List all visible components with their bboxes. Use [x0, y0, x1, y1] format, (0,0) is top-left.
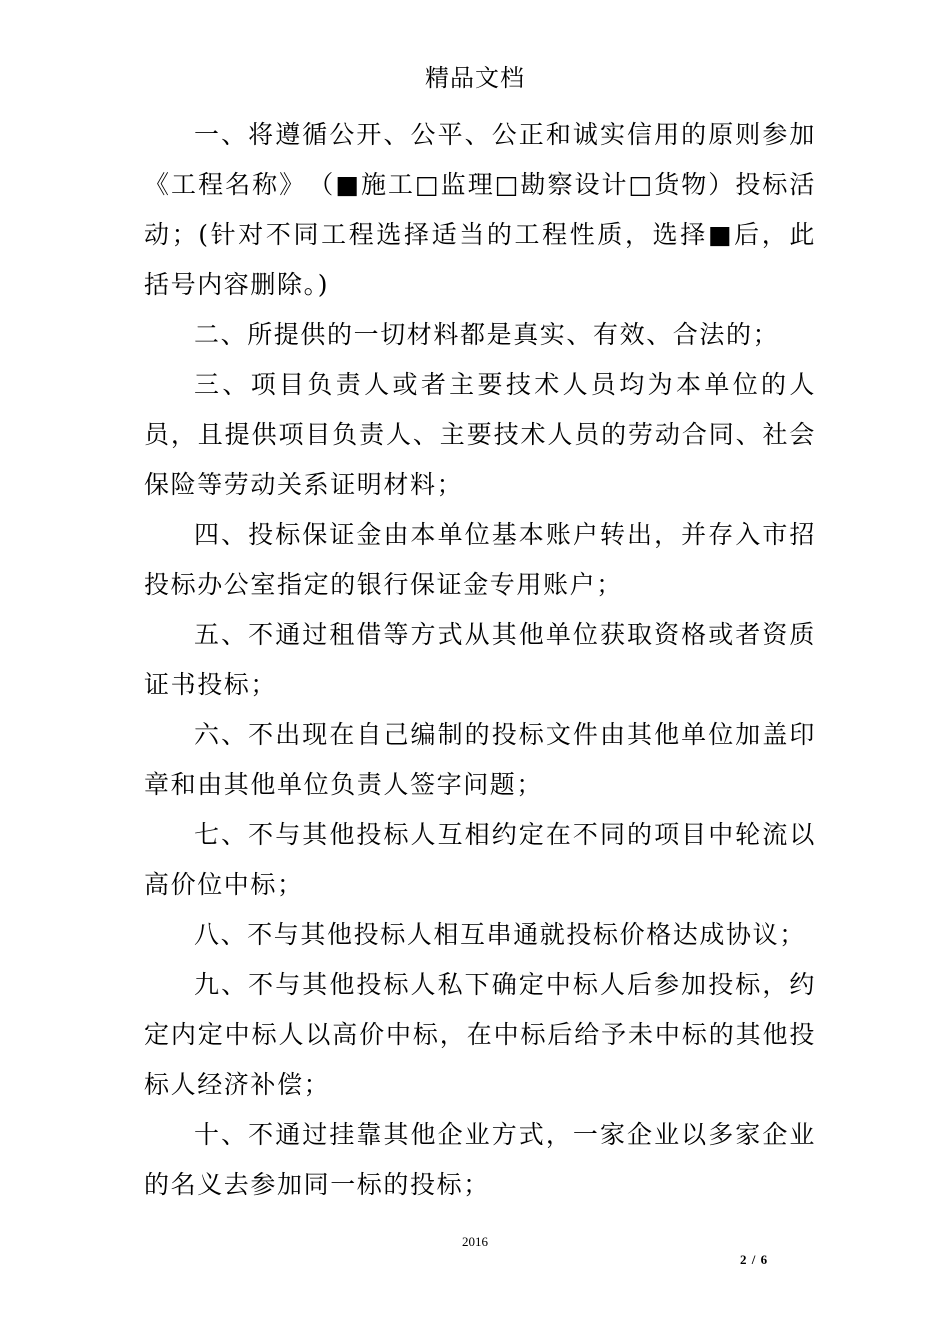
paragraph-clause-2: 二、所提供的一切材料都是真实、有效、合法的； [194, 320, 780, 349]
document-body [144, 110, 816, 1210]
paragraph-clause-3: 三、项目负责人或者主要技术人员均为本单位的人员，且提供项目负责人、主要技术人员的劳动合同、社会保险等劳动关系证明材料； [144, 370, 816, 499]
paragraph-clause-8: 八、不与其他投标人相互串通就投标价格达成协议； [194, 920, 806, 949]
paragraph-clause-5: 五、不通过租借等方式从其他单位获取资格或者资质证书投标； [144, 620, 816, 699]
paragraph-clause-1: 一、将遵循公开、公平、公正和诚实信用的原则参加《工程名称》 （■施工□监理□勘察设计□货物）投标活动；(针对不同工程选择适当的工程性质，选择■后，此括号内容删除。) [144, 120, 816, 299]
paragraph-clause-7: 七、不与其他投标人互相约定在不同的项目中轮流以高价位中标； [144, 820, 816, 899]
paragraph-clause-4: 四、投标保证金由本单位基本账户转出，并存入市招投标办公室指定的银行保证金专用账户； [144, 520, 816, 599]
paragraph-clause-10: 十、不通过挂靠其他企业方式，一家企业以多家企业的名义去参加同一标的投标； [144, 1120, 816, 1199]
footer-year: 2016 [462, 1234, 488, 1249]
paragraph-clause-6: 六、不出现在自己编制的投标文件由其他单位加盖印章和由其他单位负责人签字问题； [144, 720, 816, 799]
page-number: 2 / 6 [740, 1252, 769, 1267]
page-header-title: 精品文档 [425, 64, 525, 92]
paragraph-clause-9: 九、不与其他投标人私下确定中标人后参加投标，约定内定中标人以高价中标，在中标后给予未中标的其他投标人经济补偿； [144, 970, 816, 1099]
